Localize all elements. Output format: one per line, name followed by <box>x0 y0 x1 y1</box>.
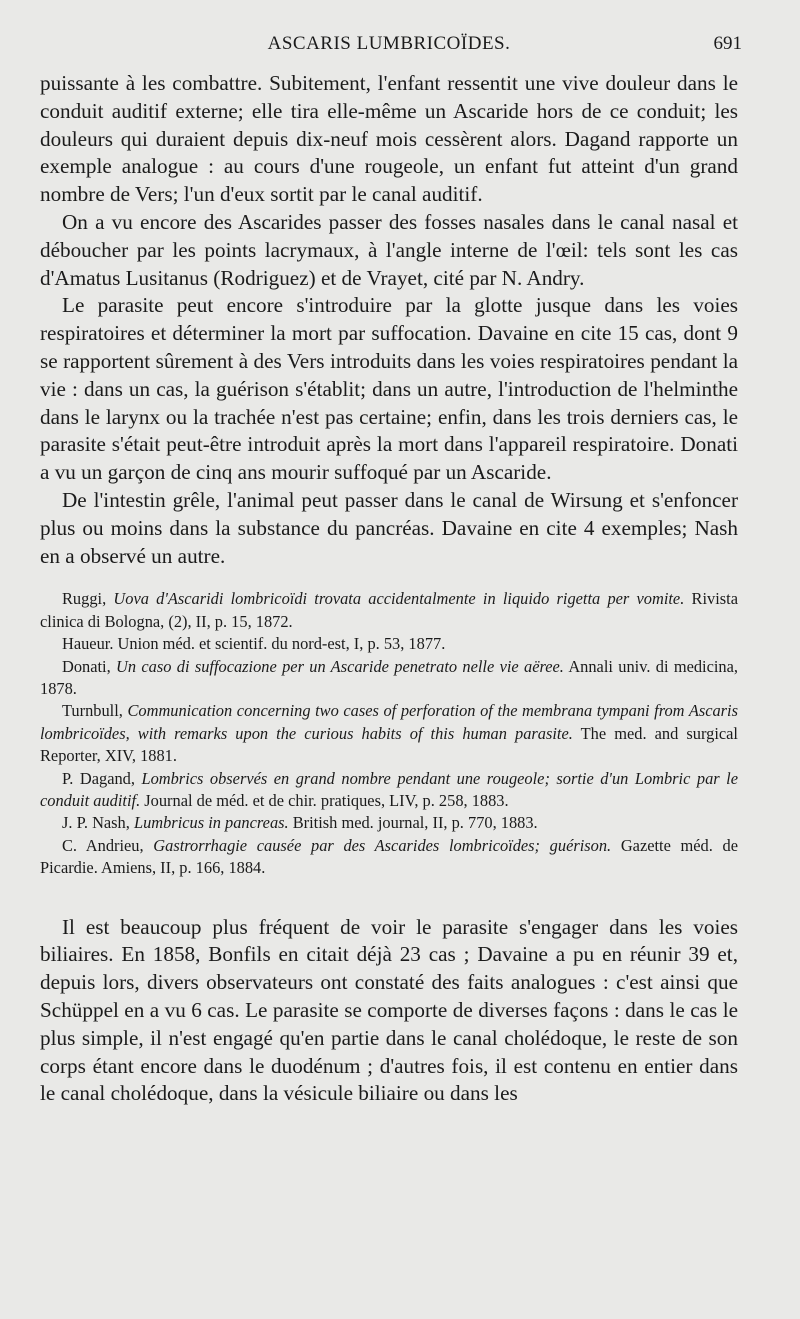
paragraph-continued: puissante à les combattre. Subitement, l'enfant ressentit une vive douleur dans le conduit auditif externe; elle tira elle-même un Ascaride hors de ce conduit; les douleurs qui duraient depuis dix-neuf mois cessèrent alors. Dagand rapporte un exemple analogue : au cours d'une rougeole, un enfant fut atteint d'un grand nombre de Vers; l'un d'eux sortit par le canal auditif. <box>40 71 738 207</box>
reference-entry: P. Dagand, Lombrics observés en grand nombre pendant une rougeole; sortie d'un Lombric par le conduit auditif. Journal de méd. et de chir. pratiques, LIV, p. 258, 1883. <box>40 768 738 810</box>
reference-entry: Haueur. Union méd. et scientif. du nord-est, I, p. 53, 1877. <box>62 634 446 654</box>
paragraph-respiratory: Le parasite peut encore s'introduire par la glotte jusque dans les voies respiratoires et déterminer la mort par suffocation. Davaine en cite 15 cas, dont 9 se rapportent sûrement à des Vers introduits dans les voies respiratoires pendant la vie : dans un cas, la guérison s'établit; dans un autre, l'introduction de l'helminthe dans le larynx ou la trachée n'est pas certaine; enfin, dans les trois derniers cas, le parasite s'était peut-être introduit après la mort dans l'appareil respiratoire. Donati a vu un garçon de cinq ans mourir suffoqué par un Ascaride. <box>40 293 738 485</box>
page-number: 691 <box>713 33 742 54</box>
reference-entry: Turnbull, Communication concerning two cases of perforation of the membrana tympani from Ascaris lombricoïdes, with remarks upon the curious habits of this human parasite. The med. and surgical Reporter, XIV, 1881. <box>40 701 738 766</box>
reference-entry: C. Andrieu, Gastrorrhagie causée par des Ascarides lombricoïdes; guérison. Gazette méd. de Picardie. Amiens, II, p. 166, 1884. <box>40 835 738 878</box>
bibliography <box>40 588 738 879</box>
reference-entry: Donati, Un caso di suffocazione per un Ascaride penetrato nelle vie aëree. Annali univ. di medicina, 1878. <box>40 656 738 698</box>
paragraph-nasal: On a vu encore des Ascarides passer des fosses nasales dans le canal nasal et déboucher par les points lacrymaux, à l'angle interne de l'œil: tels sont les cas d'Amatus Lusitanus (Rodriguez) et de Vrayet, cité par N. Andry. <box>40 209 738 290</box>
reference-entry: J. P. Nash, Lumbricus in pancreas. British med. journal, II, p. 770, 1883. <box>62 813 538 833</box>
paragraph-biliary: Il est beaucoup plus fréquent de voir le parasite s'engager dans les voies biliaires. En 1858, Bonfils en citait déjà 23 cas ; Davaine a pu en réunir 39 et, depuis lors, divers observateurs ont constaté des faits analogues : c'est ainsi que Schüppel en a vu 6 cas. Le parasite se comporte de diverses façons : dans le cas le plus simple, il n'est engagé qu'en partie dans le canal cholédoque, le reste de son corps étant encore dans le duodénum ; d'autres fois, il est contenu en entier dans le canal cholédoque, dans la vésicule biliaire ou dans les <box>40 914 738 1106</box>
running-title: ASCARIS LUMBRICOÏDES. <box>267 33 511 54</box>
paragraph-pancreas: De l'intestin grêle, l'animal peut passer dans le canal de Wirsung et s'enfoncer plus ou moins dans la substance du pancréas. Davaine en cite 4 exemples; Nash en a observé un autre. <box>40 487 738 568</box>
reference-entry: Ruggi, Uova d'Ascaridi lombricoïdi trovata accidentalmente in liquido rigetta per vomite. Rivista clinica di Bologna, (2), II, p. 15, 1872. <box>40 589 738 631</box>
page-header <box>40 30 742 70</box>
